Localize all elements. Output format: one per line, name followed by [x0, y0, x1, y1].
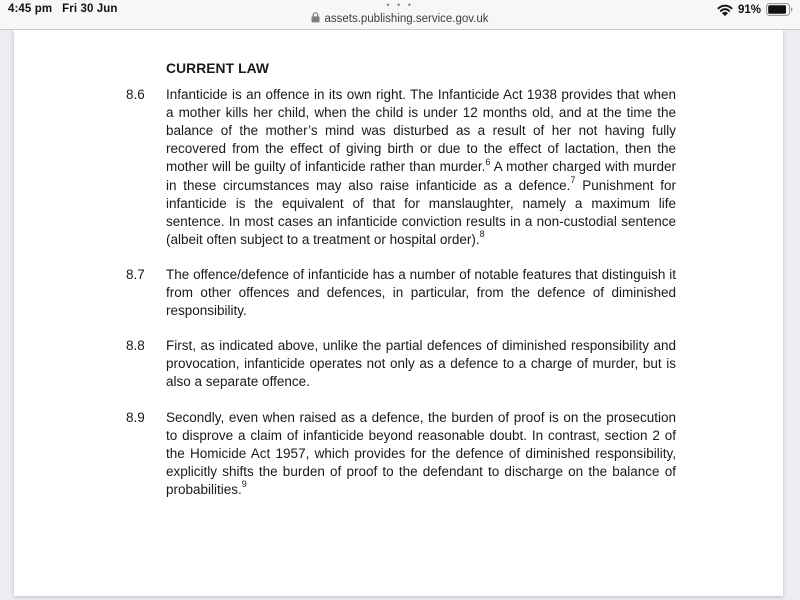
- footnote-ref: 6: [485, 156, 491, 167]
- paragraph-number: 8.9: [126, 409, 145, 425]
- text-segment: Infanticide is an offence in its own right. The Infanticide Act 1938 provides that when a mother kills her child, when the child is under 12 months old, and at the time the balance of the mother’s mind was disturbed as a result of her not having fully recovered from the effect of giving birth or due to the effect of lactation, then the mother will be guilty of infanticide rather than murder.: [166, 87, 676, 175]
- text-segment: A mother charged with murder in these circumstances may also raise infanticide as a defence.: [166, 159, 676, 193]
- lock-icon: [311, 12, 320, 26]
- multitask-indicator-icon[interactable]: • • •: [386, 0, 414, 10]
- date-label: Fri 30 Jun: [62, 3, 118, 15]
- wifi-icon: [717, 4, 733, 16]
- text-segment: First, as indicated above, unlike the partial defences of diminished responsibility and provocation, infanticide operates not only as a defence to a charge of murder, but is also a separate offence.: [166, 338, 676, 390]
- paragraph-number: 8.8: [126, 338, 145, 354]
- paragraph: [126, 86, 676, 249]
- url-domain: assets.publishing.service.gov.uk: [324, 13, 489, 25]
- paragraph-text: [166, 266, 676, 320]
- pdf-viewer[interactable]: [0, 30, 800, 600]
- paragraph-text: [166, 86, 676, 249]
- text-segment: The offence/defence of infanticide has a number of notable features that distinguish it from other offences and defences, in particular, from the defence of diminished responsibility.: [166, 266, 676, 319]
- document-body: [126, 60, 676, 516]
- footnote-ref: 7: [570, 175, 576, 186]
- footnote-ref: 8: [479, 229, 485, 240]
- paragraph: [126, 409, 676, 499]
- paragraph-list: [126, 86, 676, 499]
- text-segment: Punishment for infanticide is the equivalent of that for manslaughter, namely a maximum life sentence. In most cases an infanticide conviction results in a non-custodial sentence (albeit often subject to a treatment or hospital order).: [166, 177, 676, 247]
- battery-icon: [766, 3, 793, 16]
- pdf-page: [14, 30, 783, 596]
- paragraph-text: [166, 337, 676, 391]
- paragraph-number: 8.6: [126, 87, 145, 103]
- paragraph-text: [166, 409, 676, 499]
- document-heading: CURRENT LAW: [166, 61, 270, 76]
- paragraph: [126, 337, 676, 391]
- status-icons: [717, 3, 793, 16]
- status-url-bar: [0, 0, 800, 30]
- battery-percent: 91%: [737, 3, 761, 16]
- time-label: 4:45 pm: [8, 3, 53, 15]
- footnote-ref: 9: [241, 479, 247, 490]
- paragraph: [126, 266, 676, 320]
- url-bar[interactable]: [0, 12, 800, 26]
- paragraph-number: 8.7: [126, 266, 145, 282]
- text-segment: Secondly, even when raised as a defence, the burden of proof is on the prosecution to disprove a claim of infanticide beyond reasonable doubt. In contrast, section 2 of the Homicide Act 1957, which provides for the defence of diminished responsibility, explicitly shifts the burden of proof to the defendant to discharge on the balance of probabilities.: [166, 409, 676, 497]
